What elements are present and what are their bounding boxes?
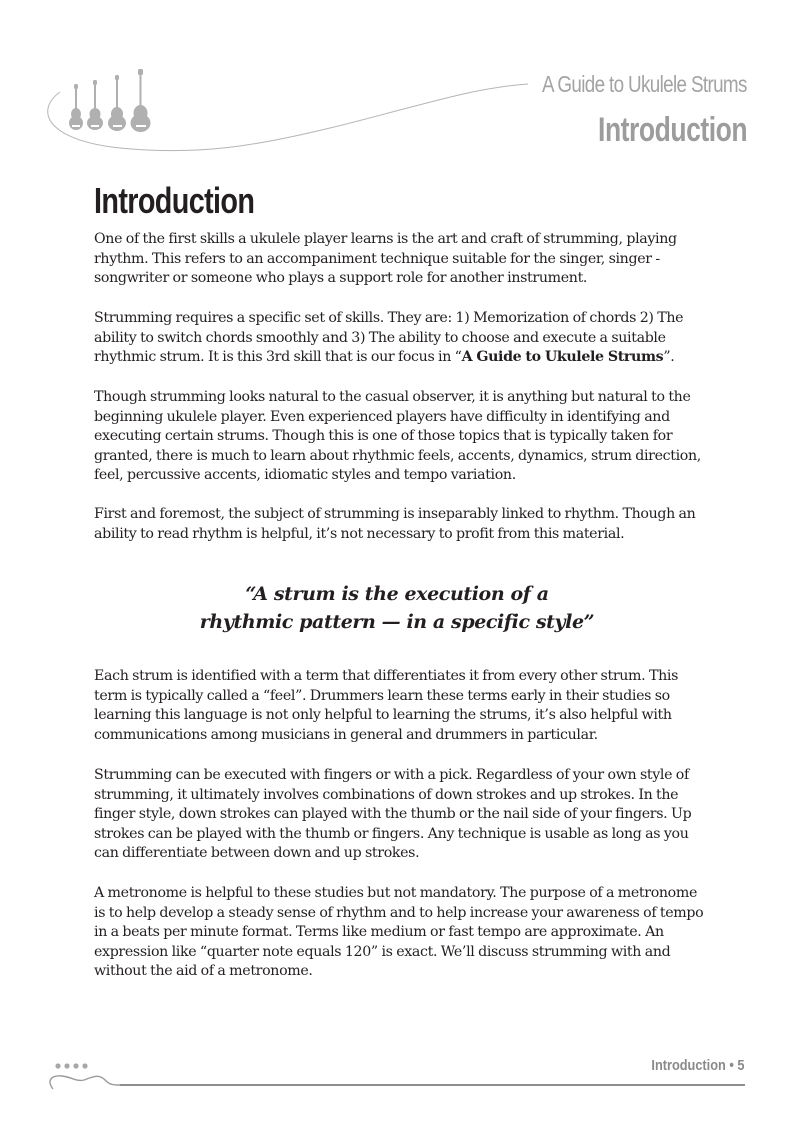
paragraph-2-end: ”.: [663, 349, 675, 366]
pull-quote-line-2: rhythmic pattern — in a specific style”: [199, 611, 595, 633]
page-title: Introduction: [94, 180, 255, 221]
ukulele-icon: [69, 69, 151, 132]
book-title-bold: A Guide to Ukulele Strums: [461, 349, 664, 366]
pull-quote-line-1: “A strum is the execution of a: [245, 583, 549, 605]
paragraph-4: First and foremost, the subject of strumming is inseparably linked to rhythm. Though an ability to read rhythm is helpful, it’s not necessary to profit from this material.: [94, 506, 696, 542]
dots-icon: [55, 1063, 87, 1068]
running-section-title: Introduction: [597, 111, 747, 149]
paragraph-2-text: Strumming requires a specific set of skills. They are: 1) Memorization of chords 2) The ability to switch chords smoothly and 3) The ability to choose and execute a suitable rhythmic strum. It is this 3rd skill that is our focus in “: [94, 310, 684, 366]
paragraph-6: Strumming can be executed with fingers or with a pick. Regardless of your own style of strumming, it ultimately involves combinations of down strokes and up strokes. In the finger style, down strokes can played with the thumb or the nail side of your fingers. Up strokes can be played with the thumb or fingers. Any technique is usable as long as you can differentiate between down and up strokes.: [94, 767, 692, 862]
pull-quote: [94, 580, 700, 636]
paragraph-5: Each strum is identified with a term that differentiates it from every other strum. This term is typically called a “feel”. Drummers learn these terms early in their studies so learning this language is not only helpful to learning the strums, it’s also helpful with communications among musicians in general and drummers in particular.: [94, 668, 678, 743]
footer-page-label: Introduction • 5: [650, 1057, 744, 1074]
paragraph-2: [94, 309, 706, 368]
paragraph-7: A metronome is helpful to these studies but not mandatory. The purpose of a metronome is to help develop a steady sense of rhythm and to help increase your awareness of tempo in a beats per minute format. Terms like medium or fast tempo are approximate. An expression like “quarter note equals 120” is exact. We’ll discuss strumming with and without the aid of a metronome.: [94, 885, 704, 980]
running-title: A Guide to Ukulele Strums: [542, 71, 747, 97]
paragraph-3: Though strumming looks natural to the casual observer, it is anything but natural to the beginning ukulele player. Even experienced players have difficulty in identifying and executing certain strums. Though this is one of those topics that is typically taken for granted, there is much to learn about rhythmic feels, accents, dynamics, strum direction, feel, percussive accents, idiomatic styles and tempo variation.: [94, 389, 701, 484]
paragraph-1: One of the first skills a ukulele player learns is the art and craft of strumming, playing rhythm. This refers to an accompaniment technique suitable for the singer, singer - songwriter or someone who plays a support role for another instrument.: [94, 231, 677, 287]
